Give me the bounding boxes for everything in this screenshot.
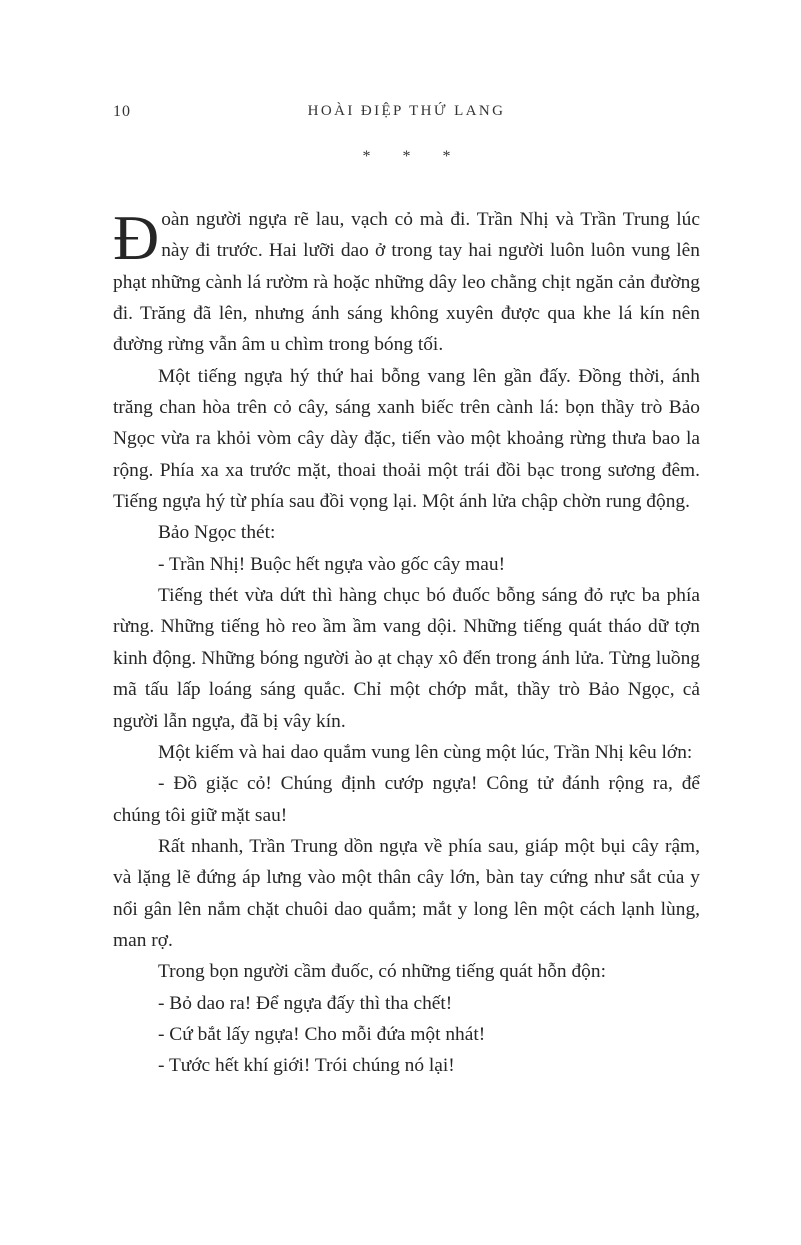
body-text [113, 204, 700, 1082]
section-separator: * * * [362, 148, 465, 165]
paragraph: - Tước hết khí giới! Trói chúng nó lại! [158, 1055, 455, 1077]
paragraph: - Cứ bắt lấy ngựa! Cho mỗi đứa một nhát! [158, 1023, 486, 1045]
paragraph: - Bỏ dao ra! Để ngựa đấy thì tha chết! [158, 992, 453, 1014]
paragraph: Rất nhanh, Trần Trung dồn ngựa về phía sau, giáp một bụi cây rậm, và lặng lẽ đứng áp lưng vào một thân cây lớn, bàn tay cứng như sắt của y nổi gân lên nắm chặt chuôi dao quắm; mắt y long lên một cách lạnh lùng, man rợ. [113, 835, 700, 951]
paragraph: Bảo Ngọc thét: [158, 522, 276, 544]
page-header [113, 103, 700, 127]
paragraph: - Trần Nhị! Buộc hết ngựa vào gốc cây mau! [158, 553, 506, 575]
drop-cap: Đ [113, 202, 160, 273]
paragraph: - Đồ giặc cỏ! Chúng định cướp ngựa! Công tử đánh rộng ra, để chúng tôi giữ mặt sau! [113, 773, 700, 826]
running-title: HOÀI ĐIỆP THỨ LANG [307, 103, 506, 119]
paragraph: Tiếng thét vừa dứt thì hàng chục bó đuốc bỗng sáng đỏ rực ba phía rừng. Những tiếng hò reo ầm ầm vang dội. Những tiếng quát tháo dữ tợn kinh động. Những bóng người ào ạt chạy xô đến trong ánh lửa. Từng luồng mã tấu lấp loáng sáng quắc. Chỉ một chớp mắt, thầy trò Bảo Ngọc, cả người lẫn ngựa, đã bị vây kín. [113, 585, 700, 732]
paragraph: Một kiếm và hai dao quắm vung lên cùng một lúc, Trần Nhị kêu lớn: [158, 741, 693, 763]
page-number: 10 [113, 103, 131, 120]
paragraph [113, 204, 700, 361]
paragraph: Một tiếng ngựa hý thứ hai bỗng vang lên gần đấy. Đồng thời, ánh trăng chan hòa trên cỏ cây, sáng xanh biếc trên cành lá: bọn thầy trò Bảo Ngọc vừa ra khỏi vòm cây dày đặc, tiến vào một khoảng rừng thưa bao la rộng. Phía xa xa trước mặt, thoai thoải một trái đồi bạc trong sương đêm. Tiếng ngựa hý từ phía sau đồi vọng lại. Một ánh lửa chập chờn rung động. [113, 365, 700, 513]
paragraph-text: oàn người ngựa rẽ lau, vạch cỏ mà đi. Trần Nhị và Trần Trung lúc này đi trước. Hai lưỡi dao ở trong tay hai người luôn luôn vung lên phạt những cành lá rườm rà hoặc những dây leo chằng chịt ngăn cản đường đi. Trăng đã lên, nhưng ánh sáng không xuyên được qua khe lá kín nên đường rừng vẫn âm u chìm trong bóng tối. [113, 209, 700, 356]
paragraph: Trong bọn người cầm đuốc, có những tiếng quát hỗn độn: [158, 961, 606, 983]
